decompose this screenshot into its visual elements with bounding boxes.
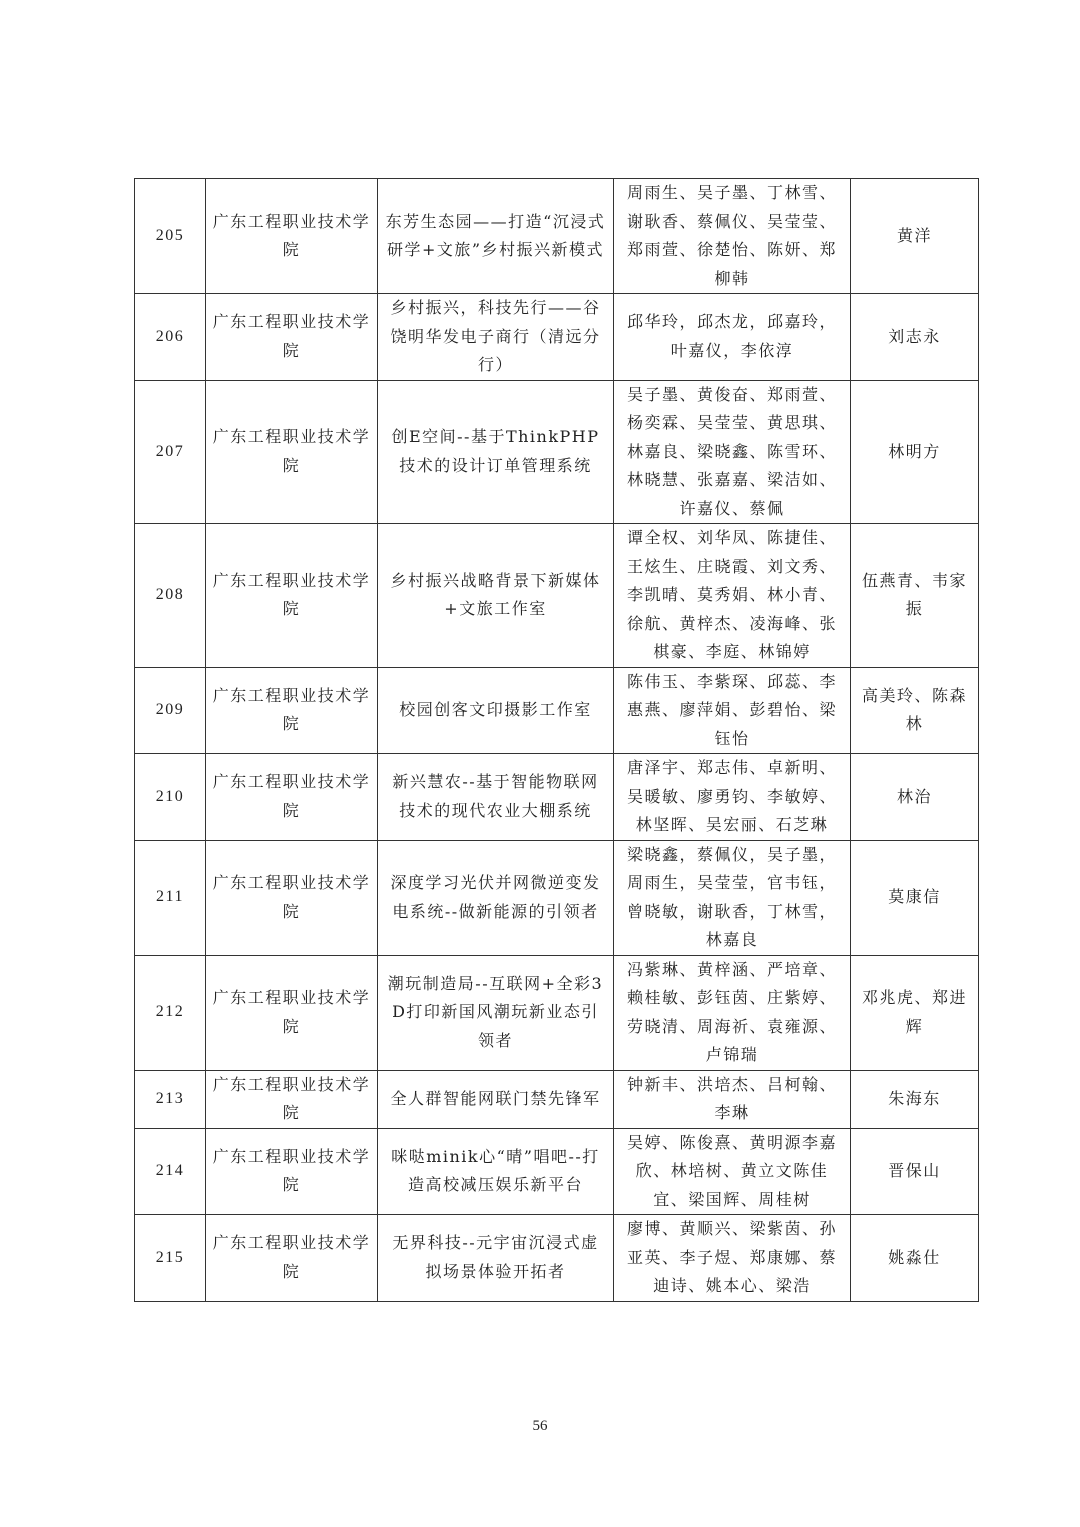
- project-name: 乡村振兴战略背景下新媒体+文旅工作室: [378, 524, 614, 668]
- school-name: 广东工程职业技术学院: [206, 1070, 378, 1128]
- member-list: 吴子墨、黄俊奋、郑雨萱、杨奕霖、吴莹莹、黄思琪、林嘉良、梁晓鑫、陈雪环、林晓慧、张嘉嘉、梁洁如、许嘉仪、蔡佩: [614, 380, 851, 524]
- table-row: [135, 1070, 979, 1128]
- project-name: 乡村振兴，科技先行——谷饶明华发电子商行（清远分行）: [378, 294, 614, 381]
- award-table: [134, 178, 979, 1302]
- table-row: [135, 840, 979, 955]
- member-list: 周雨生、吴子墨、丁林雪、谢耿香、蔡佩仪、吴莹莹、郑雨萱、徐楚怡、陈妍、郑柳韩: [614, 179, 851, 294]
- member-list: 冯紫琳、黄梓涵、严培章、赖桂敏、彭钰茵、庄紫婷、劳晓清、周海祈、袁雍源、卢锦瑞: [614, 955, 851, 1070]
- member-list: 邱华玲，邱杰龙，邱嘉玲，叶嘉仪，李依淳: [614, 294, 851, 381]
- project-name: 深度学习光伏并网微逆变发电系统--做新能源的引领者: [378, 840, 614, 955]
- school-name: 广东工程职业技术学院: [206, 524, 378, 668]
- school-name: 广东工程职业技术学院: [206, 294, 378, 381]
- advisor-name: 黄洋: [851, 179, 979, 294]
- project-name: 新兴慧农--基于智能物联网技术的现代农业大棚系统: [378, 754, 614, 841]
- page-number: 56: [532, 1418, 548, 1434]
- school-name: 广东工程职业技术学院: [206, 380, 378, 524]
- advisor-name: 刘志永: [851, 294, 979, 381]
- table-row: [135, 1128, 979, 1215]
- advisor-name: 朱海东: [851, 1070, 979, 1128]
- school-name: 广东工程职业技术学院: [206, 1215, 378, 1302]
- advisor-name: 晋保山: [851, 1128, 979, 1215]
- row-number: 209: [135, 667, 206, 754]
- project-name: 咪哒minik心“晴”唱吧--打造高校减压娱乐新平台: [378, 1128, 614, 1215]
- award-table-body: [135, 179, 979, 1302]
- row-number: 207: [135, 380, 206, 524]
- row-number: 215: [135, 1215, 206, 1302]
- row-number: 208: [135, 524, 206, 668]
- table-row: [135, 955, 979, 1070]
- table-row: [135, 754, 979, 841]
- table-row: [135, 524, 979, 668]
- member-list: 陈伟玉、李紫琛、邱蕊、李惠燕、廖萍娟、彭碧怡、梁钰怡: [614, 667, 851, 754]
- table-row: [135, 179, 979, 294]
- row-number: 214: [135, 1128, 206, 1215]
- member-list: 钟新丰、洪培杰、吕柯翰、李琳: [614, 1070, 851, 1128]
- row-number: 205: [135, 179, 206, 294]
- table-row: [135, 294, 979, 381]
- row-number: 212: [135, 955, 206, 1070]
- advisor-name: 林明方: [851, 380, 979, 524]
- advisor-name: 伍燕青、韦家振: [851, 524, 979, 668]
- project-name: 全人群智能网联门禁先锋军: [378, 1070, 614, 1128]
- school-name: 广东工程职业技术学院: [206, 667, 378, 754]
- row-number: 213: [135, 1070, 206, 1128]
- member-list: 廖博、黄顺兴、梁紫茵、孙亚英、李子煜、郑康娜、蔡迪诗、姚本心、梁浩: [614, 1215, 851, 1302]
- school-name: 广东工程职业技术学院: [206, 754, 378, 841]
- school-name: 广东工程职业技术学院: [206, 840, 378, 955]
- table-row: [135, 1215, 979, 1302]
- advisor-name: 高美玲、陈森林: [851, 667, 979, 754]
- school-name: 广东工程职业技术学院: [206, 179, 378, 294]
- member-list: 梁晓鑫，蔡佩仪，吴子墨，周雨生，吴莹莹，官韦钰，曾晓敏，谢耿香，丁林雪，林嘉良: [614, 840, 851, 955]
- project-name: 无界科技--元宇宙沉浸式虚拟场景体验开拓者: [378, 1215, 614, 1302]
- advisor-name: 姚淼仕: [851, 1215, 979, 1302]
- table-row: [135, 667, 979, 754]
- member-list: 吴婷、陈俊熹、黄明源李嘉欣、林培树、黄立文陈佳宜、梁国辉、周桂树: [614, 1128, 851, 1215]
- table-row: [135, 380, 979, 524]
- row-number: 210: [135, 754, 206, 841]
- school-name: 广东工程职业技术学院: [206, 1128, 378, 1215]
- advisor-name: 莫康信: [851, 840, 979, 955]
- project-name: 创E空间--基于ThinkPHP技术的设计订单管理系统: [378, 380, 614, 524]
- member-list: 谭全权、刘华凤、陈捷佳、王炫生、庄晓霞、刘文秀、李凯晴、莫秀娟、林小青、徐航、黄梓杰、凌海峰、张棋豪、李庭、林锦婷: [614, 524, 851, 668]
- project-name: 校园创客文印摄影工作室: [378, 667, 614, 754]
- member-list: 唐泽宇、郑志伟、卓新明、吴暖敏、廖勇钧、李敏婷、林坚晖、吴宏丽、石芝琳: [614, 754, 851, 841]
- advisor-name: 林治: [851, 754, 979, 841]
- advisor-name: 邓兆虎、郑进辉: [851, 955, 979, 1070]
- row-number: 211: [135, 840, 206, 955]
- project-name: 潮玩制造局--互联网+全彩3D打印新国风潮玩新业态引领者: [378, 955, 614, 1070]
- project-name: 东芳生态园——打造“沉浸式研学+文旅”乡村振兴新模式: [378, 179, 614, 294]
- row-number: 206: [135, 294, 206, 381]
- school-name: 广东工程职业技术学院: [206, 955, 378, 1070]
